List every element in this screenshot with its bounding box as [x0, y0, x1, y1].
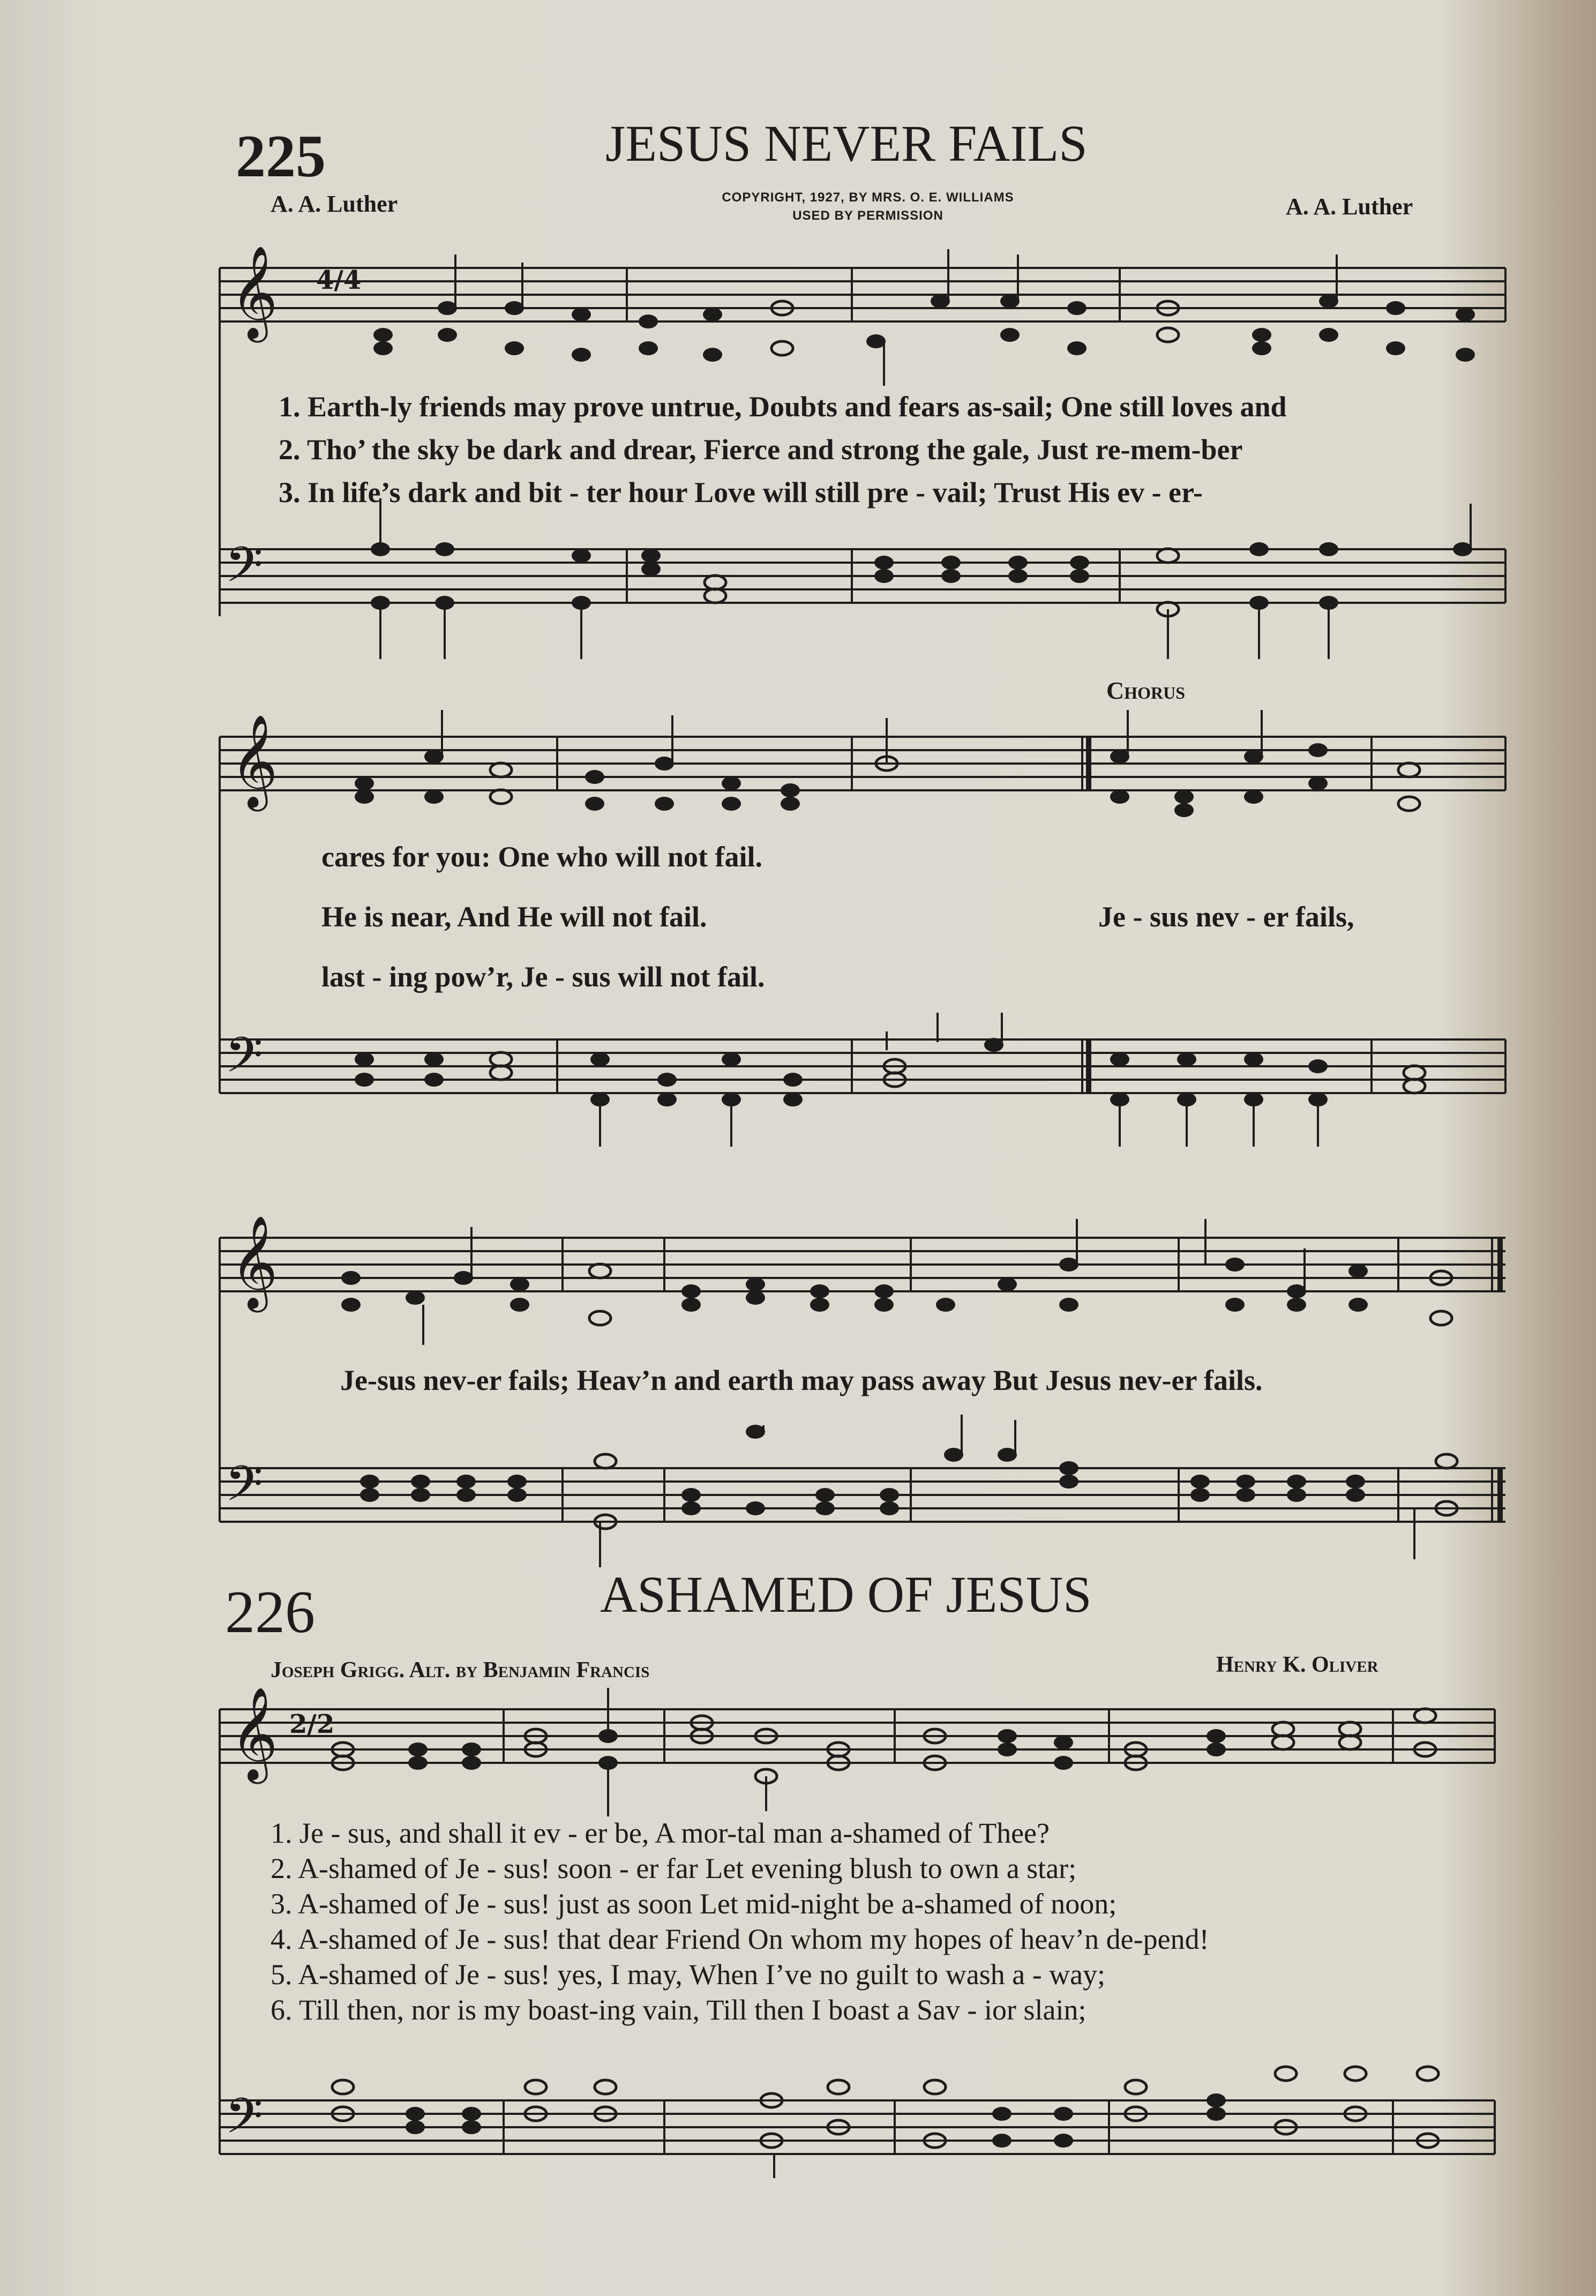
words-credit-226: Joseph Grigg. Alt. by Benjamin Francis: [271, 1658, 650, 1682]
treble-clef-icon: 𝄞: [230, 714, 278, 807]
bass-clef-icon: 𝄢: [225, 536, 263, 605]
hymn-number-225: 225: [236, 123, 326, 190]
system2-line-3: last - ing pow’r, Je - sus will not fail.: [321, 961, 765, 993]
hymn-title-226: ASHAMED OF JESUS: [600, 1566, 1092, 1623]
hymn-title-225: JESUS NEVER FAILS: [605, 115, 1088, 172]
words-credit-225: A. A. Luther: [271, 191, 398, 217]
time-signature-225: 4/4: [316, 265, 362, 295]
verse-line-1: 1. Earth-ly friends may prove untrue, Doubts and fears as-sail; One still loves and: [279, 391, 1287, 423]
chorus-label: Chorus: [1106, 677, 1186, 704]
music-credit-225: A. A. Luther: [1286, 193, 1413, 220]
bass-clef-icon: 𝄢: [225, 2088, 263, 2156]
bass-clef-icon: 𝄢: [225, 1455, 263, 1524]
verse-line-6: 6. Till then, nor is my boast-ing vain, Till then I boast a Sav - ior slain;: [271, 1994, 1087, 2026]
bass-staff: [220, 549, 1505, 603]
treble-clef-icon: 𝄞: [230, 1687, 278, 1780]
treble-clef-icon: 𝄞: [230, 1215, 278, 1308]
verse-line-3: 3. A-shamed of Je - sus! just as soon Let mid-night be a-shamed of noon;: [271, 1888, 1117, 1920]
bass-clef-icon: 𝄢: [225, 1027, 263, 1095]
treble-clef-icon: 𝄞: [230, 245, 278, 339]
hymn-number-226: 226: [225, 1579, 315, 1646]
system2-line-1: cares for you: One who will not fail.: [321, 841, 762, 873]
verse-line-2: 2. Tho’ the sky be dark and drear, Fierce and strong the gale, Just re-mem-ber: [279, 433, 1243, 466]
copyright-line: COPYRIGHT, 1927, BY MRS. O. E. WILLIAMS: [722, 190, 1014, 205]
chorus-line-1: Je - sus nev - er fails,: [1098, 901, 1354, 933]
verse-line-3: 3. In life’s dark and bit - ter hour Love will still pre - vail; Trust His ev - er-: [279, 476, 1203, 508]
system2-line-2: He is near, And He will not fail.: [321, 901, 707, 933]
chorus-line-2: Je-sus nev-er fails; Heav’n and earth may pass away But Jesus nev-er fails.: [340, 1364, 1263, 1396]
music-credit-226: Henry K. Oliver: [1216, 1652, 1378, 1677]
verse-line-2: 2. A-shamed of Je - sus! soon - er far Let evening blush to own a star;: [271, 1852, 1077, 1884]
verse-line-4: 4. A-shamed of Je - sus! that dear Friend On whom my hopes of heav’n de-pend!: [271, 1923, 1209, 1955]
time-signature-226: 2/2: [289, 1709, 335, 1739]
verse-line-1: 1. Je - sus, and shall it ev - er be, A mor-tal man a-shamed of Thee?: [271, 1817, 1050, 1849]
verse-line-5: 5. A-shamed of Je - sus! yes, I may, When I’ve no guilt to wash a - way;: [271, 1958, 1106, 1991]
permission-line: USED BY PERMISSION: [792, 208, 943, 223]
